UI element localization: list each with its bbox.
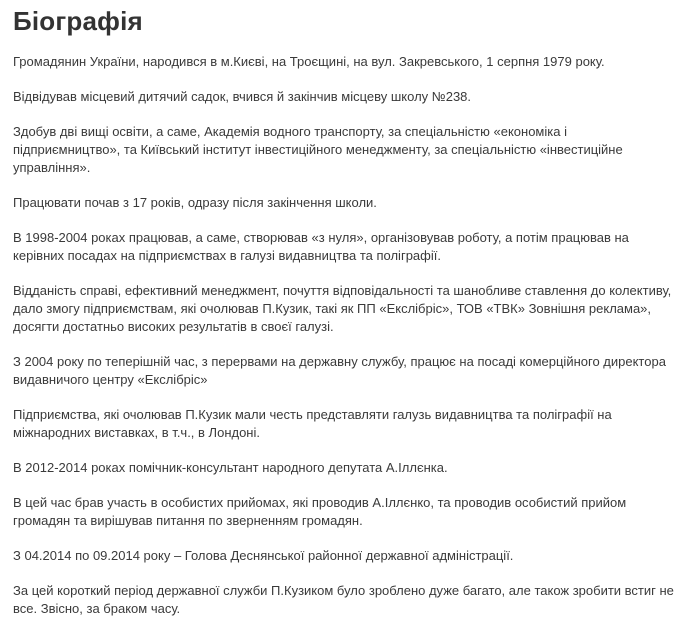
paragraph-career-start: Працювати почав з 17 років, одразу після закінчення школи. bbox=[13, 195, 377, 210]
biography-section bbox=[13, 0, 677, 635]
biography-text bbox=[13, 53, 677, 618]
paragraph-receptions: В цей час брав участь в особистих прийомах, які проводив А.Іллєнко, та проводив особистий прийом громадян та вирішував питання по зверненням громадян. bbox=[13, 495, 627, 528]
paragraph-2012-2014: В 2012-2014 роках помічник-консультант народного депутата А.Іллєнка. bbox=[13, 460, 448, 475]
paragraph-exhibitions: Підприємства, які очолював П.Кузик мали честь представляти галузь видавництва та поліграфії на міжнародних виставках, в т.ч., в Лондоні. bbox=[13, 407, 612, 440]
paragraph-administration: З 04.2014 по 09.2014 року – Голова Деснянської районної державної адміністрації. bbox=[13, 548, 514, 563]
paragraph-school: Відвідував місцевий дитячий садок, вчився й закінчив місцеву школу №238. bbox=[13, 89, 472, 104]
paragraph-2004-present: З 2004 року по теперішній час, з перервами на державну службу, працює на посаді комерційного директора видавничого центру «Екслібріс» bbox=[13, 354, 666, 387]
paragraph-summary: За цей короткий період державної служби П.Кузиком було зроблено дуже багато, але також зробити встиг не все. Звісно, за браком часу. bbox=[13, 583, 674, 616]
page-title: Біографія bbox=[13, 6, 143, 36]
paragraph-birth: Громадянин України, народився в м.Києві, на Троєщині, на вул. Закревського, 1 серпня 1979 року. bbox=[13, 54, 605, 69]
paragraph-education: Здобув дві вищі освіти, а саме, Академія водного транспорту, за спеціальністю «економіка і підприємництво», та Київський інститут інвестиційного менеджменту, за спеціальністю «інвестиційне управління». bbox=[13, 124, 623, 175]
paragraph-management: Відданість справі, ефективний менеджмент, почуття відповідальності та шанобливе ставлення до колективу, дало змогу підприємствам, які очолював П.Кузик, такі як ПП «Екслібріс», ТОВ «ТВК» Зовнішня реклама», досягти достатньо високих результатів в своєї галузі. bbox=[13, 283, 672, 334]
paragraph-1998-2004: В 1998-2004 роках працював, а саме, створював «з нуля», організовував роботу, а потім працював на керівних посадах на підприємствах в галузі видавництва та поліграфії. bbox=[13, 230, 629, 263]
